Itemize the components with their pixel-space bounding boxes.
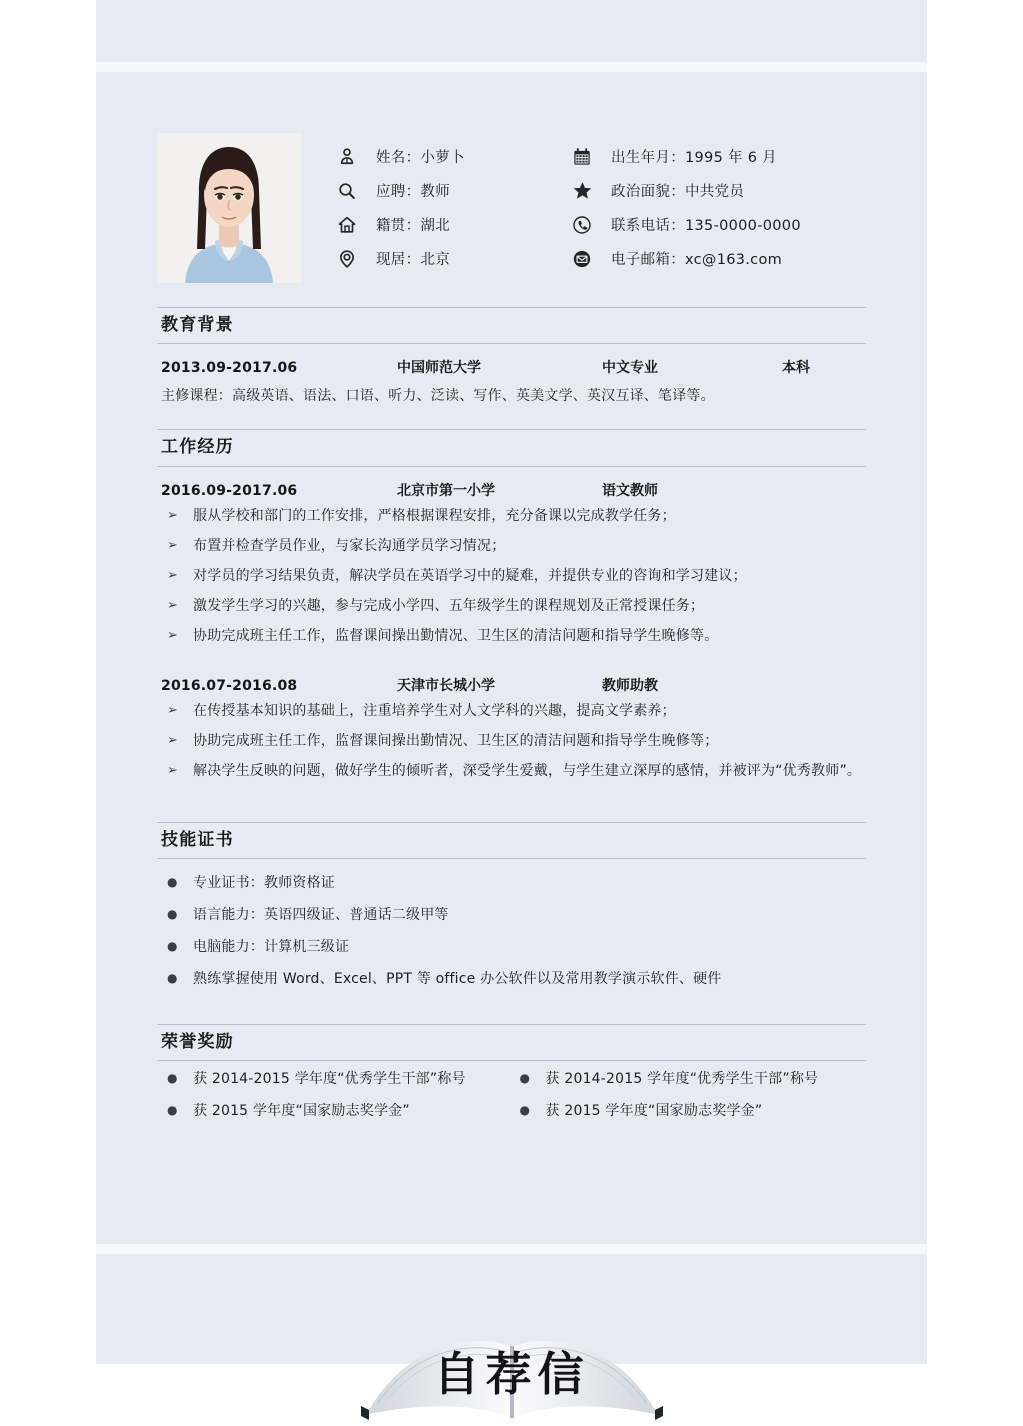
info-row-hometown — [334, 209, 569, 240]
section-header-education — [157, 307, 866, 344]
list-item — [161, 626, 866, 647]
list-item-text: 服从学校和部门的工作安排，严格根据课程安排，充分备课以完成教学任务； — [193, 507, 676, 524]
work-bullet-list — [157, 506, 866, 647]
awards-column-left — [161, 1069, 514, 1133]
awards-grid — [157, 1069, 866, 1133]
list-item-text: 协助完成班主任工作，监督课间操出勤情况、卫生区的清洁问题和指导学生晚修等。 — [193, 627, 719, 644]
list-item-text: 激发学生学习的兴趣，参与完成小学四、五年级学生的课程规划及正常授课任务； — [193, 597, 705, 614]
section-header-work — [157, 429, 866, 466]
list-item — [161, 566, 866, 587]
dot-bullet-icon: ● — [167, 970, 178, 985]
section-title-skills: 技能证书 — [161, 829, 234, 850]
work-role: 教师助教 — [602, 677, 658, 694]
dot-bullet-icon: ● — [167, 938, 178, 953]
dot-bullet-icon: ● — [167, 906, 178, 921]
section-skills — [157, 822, 866, 990]
section-title-awards: 荣誉奖励 — [161, 1031, 234, 1052]
section-work — [157, 429, 866, 781]
work-org: 天津市长城小学 — [397, 677, 495, 694]
portrait-photo-icon — [157, 133, 301, 283]
next-page-title: 自荐信 — [433, 1347, 590, 1401]
list-item-text: 协助完成班主任工作，监督课间操出勤情况、卫生区的清洁问题和指导学生晚修等； — [193, 732, 719, 749]
list-item — [161, 596, 866, 617]
section-title-education: 教育背景 — [161, 315, 234, 335]
info-row-political — [569, 175, 866, 206]
work-org: 北京市第一小学 — [397, 482, 495, 499]
arrow-bullet-icon: ➢ — [167, 627, 179, 643]
contact-column-left — [334, 141, 569, 277]
contact-info — [301, 133, 866, 277]
info-text-political: 政治面貌：中共党员 — [611, 184, 745, 200]
avatar — [157, 133, 301, 283]
star-icon — [569, 180, 595, 201]
list-item-text: 语言能力：英语四级证、普通话二级甲等 — [193, 906, 449, 923]
list-item-text: 获 2014-2015 学年度“优秀学生干部”称号 — [545, 1071, 819, 1087]
section-title-work: 工作经历 — [161, 437, 234, 458]
list-item-text: 获 2015 学年度“国家励志奖学金” — [545, 1103, 763, 1119]
list-item-text: 熟练掌握使用 Word、Excel、PPT 等 office 办公软件以及常用教学演示软件、硬件 — [193, 970, 722, 987]
arrow-bullet-icon: ➢ — [167, 732, 179, 748]
arrow-bullet-icon: ➢ — [167, 762, 179, 778]
list-item-text: 获 2014-2015 学年度“优秀学生干部”称号 — [193, 1071, 466, 1087]
list-item — [161, 1101, 514, 1122]
info-text-residence: 现居：北京 — [376, 252, 450, 268]
resume-content — [96, 72, 927, 1244]
list-item — [161, 731, 866, 752]
skills-bullet-list — [157, 873, 866, 990]
section-header-skills — [157, 822, 866, 859]
info-row-phone — [569, 209, 866, 240]
arrow-bullet-icon: ➢ — [167, 702, 179, 718]
search-icon — [334, 181, 360, 201]
list-item-text: 布置并检查学员作业，与家长沟通学员学习情况； — [193, 537, 506, 554]
info-text-name: 姓名：小萝卜 — [376, 150, 465, 166]
list-item — [514, 1069, 867, 1090]
list-item-text: 在传授基本知识的基础上，注重培养学生对人文学科的兴趣，提高文学素养； — [193, 702, 676, 719]
info-text-hometown: 籍贯：湖北 — [376, 218, 450, 234]
list-item-text: 电脑能力：计算机三级证 — [193, 938, 350, 955]
phone-icon — [569, 215, 595, 235]
education-degree: 本科 — [782, 360, 810, 377]
info-text-phone: 联系电话：135-0000-0000 — [611, 218, 801, 234]
list-item-text: 专业证书：教师资格证 — [193, 874, 335, 891]
arrow-bullet-icon: ➢ — [167, 537, 179, 553]
list-item — [161, 761, 866, 782]
list-item-text: 对学员的学习结果负责，解决学员在英语学习中的疑难，并提供专业的咨询和学习建议； — [193, 567, 747, 584]
resume-header — [157, 72, 866, 283]
page-separator-bottom — [96, 1244, 927, 1254]
work-bullet-list — [157, 701, 866, 782]
info-row-email — [569, 243, 866, 274]
info-row-name — [334, 141, 569, 172]
list-item — [161, 905, 866, 926]
arrow-bullet-icon: ➢ — [167, 507, 179, 523]
section-education — [157, 307, 866, 405]
info-row-residence — [334, 243, 569, 274]
section-header-awards — [157, 1024, 866, 1061]
work-entry-row — [157, 480, 866, 500]
dot-bullet-icon: ● — [519, 1071, 531, 1085]
list-item — [161, 536, 866, 557]
list-item — [161, 506, 866, 527]
work-entry-row — [157, 675, 866, 695]
list-item — [161, 701, 866, 722]
home-icon — [334, 215, 360, 235]
calendar-icon — [569, 147, 595, 167]
dot-bullet-icon: ● — [167, 1071, 178, 1085]
contact-column-right — [569, 141, 866, 277]
location-pin-icon — [334, 249, 360, 269]
education-courses: 主修课程：高级英语、语法、口语、听力、泛读、写作、英美文学、英汉互译、笔译等。 — [161, 388, 715, 405]
info-text-email: 电子邮箱：xc@163.com — [611, 252, 783, 268]
list-item — [514, 1101, 867, 1122]
page-separator-top — [96, 62, 927, 72]
list-item-text: 获 2015 学年度“国家励志奖学金” — [193, 1103, 410, 1119]
dot-bullet-icon: ● — [167, 1103, 178, 1117]
info-text-birthdate: 出生年月：1995 年 6 月 — [611, 150, 777, 166]
work-role: 语文教师 — [602, 482, 658, 499]
arrow-bullet-icon: ➢ — [167, 567, 179, 583]
info-row-position — [334, 175, 569, 206]
person-icon — [334, 147, 360, 167]
education-school: 中国师范大学 — [397, 360, 481, 377]
list-item — [161, 969, 866, 990]
arrow-bullet-icon: ➢ — [167, 597, 179, 613]
dot-bullet-icon: ● — [519, 1103, 531, 1117]
education-major: 中文专业 — [602, 360, 658, 377]
next-page-preview — [96, 1254, 927, 1401]
work-date: 2016.07-2016.08 — [161, 677, 298, 694]
list-item — [161, 873, 866, 894]
awards-column-right — [514, 1069, 867, 1133]
info-text-position: 应聘：教师 — [376, 184, 450, 200]
page-top-strip — [96, 0, 927, 62]
list-item-text: 解决学生反映的问题，做好学生的倾听者，深受学生爱戴，与学生建立深厚的感情，并被评为“优秀教师”。 — [193, 762, 862, 779]
list-item — [161, 937, 866, 958]
dot-bullet-icon: ● — [167, 874, 178, 889]
education-entry-row — [157, 357, 866, 377]
work-date: 2016.09-2017.06 — [161, 482, 298, 499]
education-date: 2013.09-2017.06 — [161, 360, 298, 377]
list-item — [161, 1069, 514, 1090]
info-row-birthdate — [569, 141, 866, 172]
section-awards — [157, 1024, 866, 1133]
email-icon — [569, 249, 595, 269]
